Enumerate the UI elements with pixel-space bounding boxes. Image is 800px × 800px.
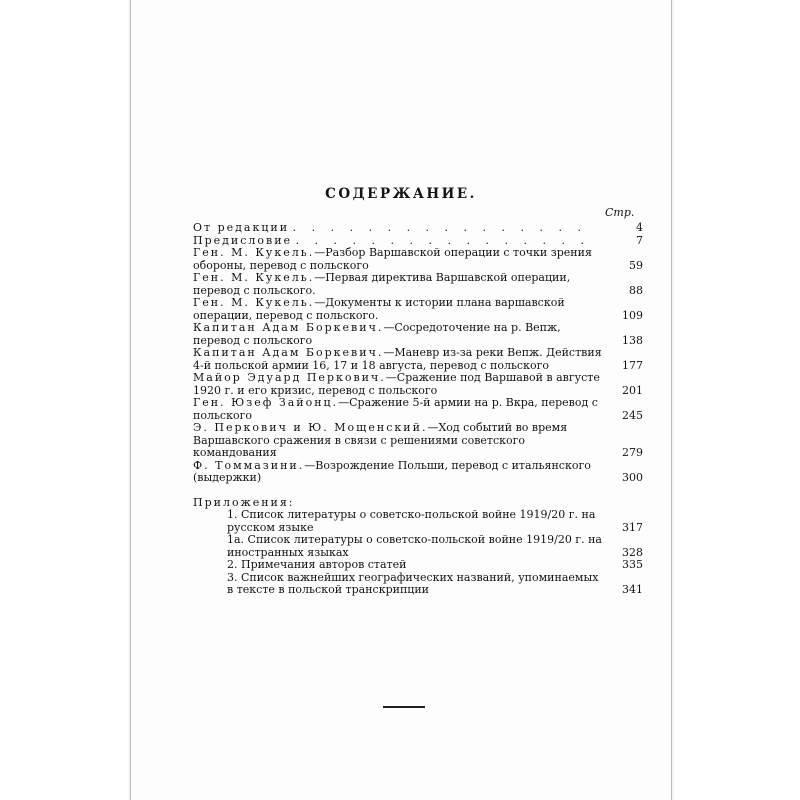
toc-page-number: 201 xyxy=(622,383,643,397)
appendix-entry-title: 1. Список литературы о советско-польской войне 1919/20 г. на русском языке xyxy=(227,508,596,534)
toc-page-number: 279 xyxy=(622,446,643,459)
toc-entry-author: Ф. Томмазини. xyxy=(193,458,305,472)
page-column-label: Стр. xyxy=(605,206,635,219)
toc-page-number: 300 xyxy=(622,471,643,484)
toc-entry-author: Ген. М. Кукель. xyxy=(193,296,315,309)
toc-entry-title: —Возрождение Польши, перевод с итальянского (выдержки) xyxy=(193,458,591,484)
toc-page-number: 138 xyxy=(622,333,643,347)
book-page xyxy=(130,0,672,800)
toc-page-number: 59 xyxy=(629,258,643,272)
toc-entry xyxy=(193,347,643,372)
appendix-entry-title: 2. Примечания авторов статей xyxy=(227,558,407,571)
toc-entry-author: Капитан Адам Боркевич. xyxy=(193,346,384,359)
toc-entry xyxy=(193,372,643,397)
toc-page-number: 88 xyxy=(629,283,643,297)
toc-entry-title: От редакции xyxy=(193,221,290,234)
toc-entry xyxy=(193,397,643,422)
toc-entry-author: Ген. Юзеф Зайонц. xyxy=(193,396,339,409)
toc-entry: Предисловие . . . . . . . . . . . . . . . . 7 xyxy=(193,233,643,247)
toc-entry-author: Ген. М. Кукель. xyxy=(193,246,315,259)
toc-entry-author: Ген. М. Кукель. xyxy=(193,271,315,284)
table-of-contents xyxy=(193,222,643,597)
toc-entry xyxy=(193,247,643,272)
appendix-entry xyxy=(227,559,643,572)
toc-entry-title: —Разбор Варшавской операции с точки зрения обороны, перевод с польского xyxy=(193,246,592,272)
toc-page-number: 317 xyxy=(622,520,643,534)
appendix-entry-title: 1а. Список литературы о советско-польской войне 1919/20 г. на иностранных языках xyxy=(227,533,602,559)
toc-page-number: 7 xyxy=(636,233,643,247)
toc-entry-title: —Первая директива Варшавской операции, перевод с польского. xyxy=(193,271,571,297)
appendix-entry xyxy=(227,534,643,559)
toc-entry-title: Предисловие xyxy=(193,233,293,247)
toc-entry xyxy=(193,422,643,460)
end-divider xyxy=(383,706,425,708)
appendix-entry xyxy=(227,509,643,534)
toc-entry-author: Капитан Адам Боркевич. xyxy=(193,321,384,334)
toc-entry xyxy=(193,297,643,322)
toc-page-number: 4 xyxy=(636,221,643,234)
toc-entry-title: —Сражение под Варшавой в августе 1920 г. и его кризис, перевод с польского xyxy=(193,371,600,397)
toc-entry: От редакции . . . . . . . . . . . . . . . . 4 xyxy=(193,221,643,234)
toc-page-number: 245 xyxy=(622,408,643,422)
toc-entry-title: —Сосредоточение на р. Вепж, перевод с польского xyxy=(193,321,561,347)
toc-entry xyxy=(193,460,643,485)
toc-entry-title: —Ход событий во время Варшавского сражения в связи с решениями советского командования xyxy=(193,421,568,459)
appendix-heading: Приложения: xyxy=(193,495,295,509)
page-title: СОДЕРЖАНИЕ. xyxy=(325,186,477,202)
toc-entry-title: —Сражение 5-й армии на р. Вкра, перевод с польского xyxy=(193,396,598,422)
appendix-entry-title: 3. Список важнейших географических названий, упоминаемых в тексте в польской транскрипции xyxy=(227,570,599,596)
toc-entry-author: Э. Перкович и Ю. Мощенский. xyxy=(193,421,428,434)
toc-page-number: 341 xyxy=(622,583,643,596)
toc-page-number: 335 xyxy=(622,558,643,571)
toc-entry-title: —Документы к истории плана варшавской операции, перевод с польского. xyxy=(193,296,565,322)
toc-entry xyxy=(193,272,643,297)
toc-entry-author: Майор Эдуард Перкович. xyxy=(193,371,386,384)
toc-entry xyxy=(193,322,643,347)
toc-page-number: 109 xyxy=(622,308,643,322)
appendix-entry xyxy=(227,572,643,597)
toc-entry-title: —Маневр из-за реки Вепж. Действия 4-й польской армии 16, 17 и 18 августа, перевод с польского xyxy=(193,346,602,372)
toc-page-number: 177 xyxy=(622,358,643,372)
toc-page-number: 328 xyxy=(622,545,643,559)
